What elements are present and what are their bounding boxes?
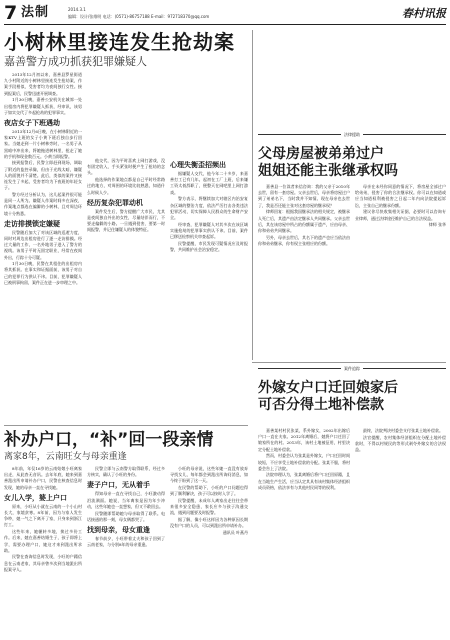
story1-col2-p1: 他交代，因为平时喜欢上网打游戏，没有固定收入，手头紧张时便产生了抢劫的念头。	[87, 158, 165, 176]
story4-author: 通讯员 叶燕丹	[222, 530, 248, 536]
story4-c3-p3: 民警提醒，未成年人离家出走往往会带来很多安全隐患，家长应多与孩子沟通交流，遇到问题要及时报警。	[170, 498, 248, 516]
story1-para2: 2013年12月6日晚，在小树林附近的一家KTV上班的女子小黄下班后独自步行回家。当她走到一片小树林旁时，一名男子从黑暗中冲出来，将她拖进树林里，抢走了她的手机和现金数百元。小黄当即报警。	[4, 128, 82, 159]
issue-date: 2014.3.1	[68, 7, 86, 12]
story2-p5: 建议你尽快收集相关证据，必要时可以咨询专业律师，通过法律途径维护自己的合法权益。	[355, 209, 446, 221]
story4-c2-p3: 民警随即帮助她与母亲取得了联系。电话接通的那一刻，母女俩都哭了。	[87, 510, 165, 522]
story1-lead: 2013年12月初以来，嘉善县罗星街道九小村附近的小树林里接连发生抢劫案，作案手段相似，受害者均为夜间独行女性。接到报案后，民警迅速开展调查。	[4, 72, 82, 96]
story1-para6: 1月30日晚，民警在其租住的出租房内将其抓获。在事实和证据面前，该男子对自己的犯罪行为供认不讳。目前，犯罪嫌疑人已被刑事拘留，案件正在进一步审理之中。	[4, 261, 82, 285]
story2-column-2	[355, 184, 446, 359]
story2-p3: 母亲在未经你同意的情况下，将房屋全部过户给弟弟，侵害了你的合法继承权。你可以在知道或应当知道权利被侵害之日起二年内向法院提起诉讼，主张自己的继承份额。	[355, 184, 446, 208]
page-header	[4, 3, 446, 25]
story4-column-1	[4, 466, 82, 638]
story1-column-3	[170, 158, 248, 422]
story3-headline-line2: 可否分得土地补偿款	[258, 397, 384, 413]
story2-column-1	[258, 184, 350, 359]
story4-c3-p4: 据了解，像小旺这样因为各种原因长期没有户口的人员，可以到派出所申请补办。	[170, 517, 248, 529]
story1-headline: 小树林里接连发生抢劫案	[4, 30, 235, 54]
story4-c2-p4: 春节前夕，小旺带着丈夫和孩子回到了云南老家，与分别8年的母亲重逢。	[87, 535, 165, 548]
story4-p3: 民警在查询信息时发现，小旺的户籍信息在云南老家，其母亲曾多次到当地派出所报案寻人。	[4, 554, 82, 572]
story4-c2-p1: 民警立即与云南警方取得联系，经过多方核实，确认了小旺的身份。	[87, 466, 165, 478]
story1-para5: 民警随后加大了对该区域的巡逻力度，同时对周边出租房进行了逐一走访排摸。经过大量的工作，一名外地男子进入了警方的视线。该男子平时无固定职业，经常在夜间外出，行踪十分可疑。	[4, 229, 82, 260]
story4-lead: 8年前，年仅16岁的云南姑娘小旺离家出走，从此杳无音讯。去年年底，她来到嘉善派出所申请补办户口，民警在核查信息时发现，她的母亲一直在寻找她。	[4, 466, 82, 490]
story1-para3: 接到报警后，民警立即赶到现场，调取了附近的监控录像，但由于光线太暗，嫌疑人的面貌并不清楚。此后，类似的案件又接连发生了多起，受害者均为下夜班的年轻女子。	[4, 160, 82, 191]
story3-column-2	[355, 428, 446, 636]
story1-col3-p2: 经审查，犯罪嫌疑人对其多次在该区域实施抢劫的犯罪事实供认不讳。目前，案件已移送检察机关审查起诉。	[170, 221, 248, 240]
story1-section4-heading: 经历复杂犯罪动机	[87, 198, 143, 207]
story4-column-2	[87, 466, 165, 638]
story4-section1-heading: 女儿入学，婆上户口	[4, 493, 67, 502]
story1-column-2	[87, 158, 165, 422]
story4-section2-heading: 妻子户口，无从着手	[87, 481, 150, 490]
story2-p2: 律师回复：根据我国继承法的相关规定，被继承人死亡后，其遗产由法定继承人共同继承。父亲去世后，其在该房屋中所占的份额属于遗产，应由母亲、你和弟弟共同继承。	[258, 209, 350, 233]
story3-p3: 法院审理认为，张某离婚后将户口迁回原籍，且在当地生产生活，应当认定其具有该村集体经济组织成员资格，依法享有与其他村民同等的权利。	[258, 472, 350, 490]
story1-para4: 警方经过分析认为，这几起案件很可能是同一人所为。嫌疑人作案时间多在深夜，作案地点都选在偏僻的小树林，且对周边环境十分熟悉。	[4, 191, 82, 216]
story3-section-label: 案件追踪	[258, 368, 446, 374]
story2-headline-line2: 姐姐还能主张继承权吗	[258, 163, 398, 179]
story1-col3-p3: 民警提醒，市民发现可疑情况应及时报警，共同维护社会治安稳定。	[170, 240, 248, 252]
story2-p1: 嘉善县一位读者来信咨询：我的父亲于2010年去世，留有一套房屋。父亲去世后，母亲将房屋过户到了弟弟名下，当时我并不知情。现在母亲也去世了，我是否还能主张对这套房屋的继承权？	[258, 184, 350, 208]
newspaper-name: 春村讯报	[402, 7, 446, 20]
story2-headline: 父母房屋被弟弟过户	[258, 146, 384, 162]
story1-col3-p1: 警方表示，将继续加大对辖区内治安复杂区域的整治力度，依法严厉打击各类违法犯罪活动，切实保障人民群众的生命财产安全。	[170, 196, 248, 220]
story3-p1: 嘉善某村村民张某，系外嫁女，2002年出嫁后户口一直在夫家。2012年离婚后，她将户口迁回了娘家所在的村。2013年，该村土地被征用，村里决定分配土地补偿款。	[258, 428, 350, 452]
story-divider	[252, 362, 446, 363]
story1-col2-p4: 案件发生后，警方提醒广大市民，尤其是夜间独自外出的女性，尽量结伴而行，不要走偏僻的小路。一旦遇到侵害，要第一时间报警，并记住嫌疑人的体貌特征。	[87, 208, 165, 233]
page-number: 7	[4, 2, 18, 24]
story1-para1: 1月30日晚，嘉善公安机关在城郊一处出租房内将犯罪嫌疑人抓获，经审讯，该男子如实交代了多起抢劫的犯罪事实。	[4, 97, 82, 115]
story2-section-label: 法律援助	[258, 134, 446, 140]
story3-column-1	[258, 428, 350, 636]
story3-p2: 然而，村委会认为张某是外嫁女，户口迁回时间较短，不应享受土地补偿款的分配。张某不服，将村委会告上了法院。	[258, 453, 350, 471]
section-title: 法制	[21, 5, 50, 20]
story1-col2-p2: 他选择的作案地点都是自己平时经常路过的地方，对周围的环境比较熟悉，知道什么时候人少。	[87, 177, 165, 195]
story3-p5: 法官提醒，农村集体经济组织在分配土地补偿款时，不得以村规民约等形式剥夺外嫁女的合法权益。	[355, 434, 446, 453]
story4-headline: 补办户口，“补”回一段亲情	[4, 430, 214, 450]
story3-p4: 最终，法院判决村委会支付张某土地补偿款。	[363, 428, 443, 433]
story3-headline: 外嫁女户口迁回娘家后	[258, 380, 398, 396]
story4-section3-heading: 找到母亲，母女重逢	[87, 525, 150, 534]
story4-c3-p2: 在民警的帮助下，小旺的户口问题也得到了顺利解决，孩子可以按时入学了。	[170, 485, 248, 497]
story2-author: 律师 张华	[428, 222, 446, 228]
section-divider	[4, 425, 248, 426]
story2-p4: 另外，母亲去世后，其名下的遗产也应当依法由你和弟弟继承，你有权主张相应的份额。	[258, 234, 350, 246]
story4-p1: 原来，小旺从小就在云南的一个小山村长大，家境贫寒。8年前，因为与家人发生争吵，她一气之下离开了家，只身来到浙江打工。	[4, 503, 82, 528]
story1-section1-heading: 夜店女子下班遇劫	[4, 118, 60, 127]
story4-p2: 这些年来，她辗转多地，换过多份工作。后来，她在嘉善结婚生子，孩子即将上学，需要办理户口，她这才来到派出所求助。	[4, 529, 82, 553]
column-divider	[252, 30, 253, 360]
story4-c2-p2: 得知母亲一直在寻找自己，小旺激动得泪流满面。她说，当年离家是因为年少冲动，这些年她也一直想家，但又不敢回去。	[87, 491, 165, 509]
story4-column-3	[170, 466, 248, 638]
story1-section2-heading: 走访排摸锁定嫌疑	[4, 219, 60, 228]
story4-c3-p1: 小旺的母亲说，这些年她一直没有放弃寻找女儿，每年都会到派出所询问消息，如今终于盼到了这一天。	[170, 466, 248, 484]
editor-contact: 编辑：设计/张维明 电话：(0571)-86757188 E-mail：972718370@qq.com	[68, 14, 210, 19]
story1-col2-p3: 据嫌疑人交代，他今年二十多岁，来嘉善打工已有几年。起初在工厂上班，后来嫌工资太低辞职了，便整天在网吧里上网打游戏。	[170, 171, 248, 195]
story1-subhead: 嘉善警方成功抓获犯罪嫌疑人	[4, 55, 147, 68]
story1-section3-heading: 心理失衡歪招频出	[170, 161, 226, 169]
story1-column-1	[4, 72, 82, 422]
story4-subhead: 离家8年，云南旺女与母亲重逢	[4, 452, 127, 462]
